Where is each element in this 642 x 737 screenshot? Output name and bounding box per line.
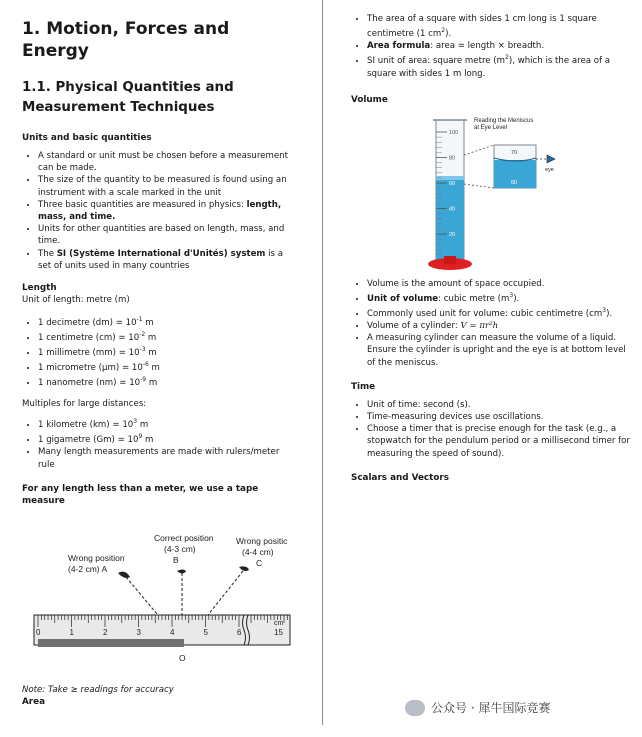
ruler-tick-label: 3: [136, 627, 141, 637]
ruler-tick-label: 6: [237, 627, 242, 637]
list-item: • A standard or unit must be chosen before a measurement can be made.: [38, 150, 298, 174]
list-item: • Three basic quantities are measured in physics: length, mass, and time.: [38, 199, 298, 223]
list-item: • Volume of a cylinder: V = πr²h: [367, 320, 631, 332]
list-item: • The SI (Système International d'Unités) system is a set of units used in many countries: [38, 248, 298, 272]
list-item: • Choose a timer that is precise enough for the task (e.g., a stopwatch for the pendulum period or a millisecond timer for measuring the speed of sound).: [367, 423, 631, 460]
measuring-cylinder: [428, 120, 472, 270]
watermark: [405, 699, 550, 716]
list-item: • Many length measurements are made with rulers/meter rule: [38, 446, 298, 470]
multiples-label: Multiples for large distances:: [22, 399, 147, 410]
cylinder-tick-label: 60: [449, 180, 456, 187]
eye-icon: [177, 569, 186, 573]
ruler-tick-label: 15: [274, 627, 283, 637]
ruler-tick-label: 4: [170, 627, 175, 637]
list-item: • The size of the quantity to be measured is found using an instrument with a scale marked in the unit: [38, 174, 298, 198]
ruler-tick-label: 2: [103, 627, 108, 637]
measured-object: [38, 639, 184, 647]
right-column: [351, 0, 631, 484]
eye-label: eye: [545, 166, 554, 173]
list-item: • SI unit of area: square metre $(m^2)$, which is the area of a square with sides 1 m long.: [367, 52, 631, 79]
cylinder-tick-label: 40: [449, 206, 456, 213]
eye-icon: [239, 566, 249, 571]
volume-heading: Volume: [351, 94, 388, 105]
cylinder-tick-label: 80: [449, 155, 456, 162]
units-heading: Units and basic quantities: [22, 133, 152, 143]
eye-icon: [118, 572, 130, 578]
left-column: [22, 0, 298, 708]
list-item: • Unit of volume: cubic metre $(m^3)$.: [367, 290, 631, 305]
scalars-heading: Scalars and Vectors: [351, 472, 449, 483]
ruler-figure: [22, 529, 298, 684]
cylinder-figure: [351, 108, 631, 276]
cylinder-label-line1: Reading the Meniscus: [474, 117, 534, 124]
wrong-right-label: Wrong positic: [236, 535, 288, 546]
list-item: • 1 millimetre $(mm) = 10^{-3}$ m: [38, 344, 298, 359]
length-conversions: [22, 314, 298, 389]
point-o: O: [179, 652, 186, 663]
correct-position-value: (4-3 cm): [164, 543, 196, 554]
list-item: • Volume is the amount of space occupied.: [367, 278, 631, 290]
list-item: • Time-measuring devices use oscillations.: [367, 411, 631, 423]
tape-heading: For any length less than a meter, we use a tape measure: [22, 483, 259, 506]
list-item: • Area formula: area = length × breadth.: [367, 40, 631, 52]
note: Note: Take ≥ readings for accuracy: [22, 684, 174, 695]
correct-position-label: Correct position: [154, 532, 214, 543]
time-list: [351, 399, 631, 460]
cylinder-tick-label: 20: [449, 231, 456, 238]
length-unit-line: Unit of length: metre (m): [22, 295, 130, 306]
list-item: • 1 gigametre $(Gm) = 10^9$ m: [38, 431, 298, 446]
wrong-left-label: Wrong position: [68, 552, 125, 563]
eye-icon: [547, 155, 555, 163]
page-title: 1. Motion, Forces and Energy: [22, 19, 230, 61]
inset-bottom-value: 60: [511, 179, 518, 186]
ruler-tick-label: 5: [203, 627, 208, 637]
point-b: B: [173, 554, 179, 565]
units-list: [22, 150, 298, 272]
wrong-left-value: (4-2 cm) A: [68, 563, 108, 574]
ruler-unit: cm: [274, 619, 284, 627]
multiples-list: [22, 416, 298, 471]
volume-list: [351, 278, 631, 369]
list-item: • Commonly used unit for volume: cubic centimetre $(cm^3)$.: [367, 305, 631, 320]
length-heading: Length: [22, 283, 57, 294]
column-divider: [322, 0, 323, 725]
section-subtitle: 1.1. Physical Quantities and Measurement Techniques: [22, 80, 234, 115]
area-list: [351, 13, 631, 80]
point-c: C: [256, 557, 263, 568]
list-item: • Unit of time: second (s).: [367, 399, 631, 411]
list-item: • The area of a square with sides 1 cm long is 1 square centimetre (1 $cm^2$).: [367, 13, 631, 40]
area-heading: Area: [22, 696, 46, 707]
list-item: • A measuring cylinder can measure the volume of a liquid. Ensure the cylinder is upright and the eye is at bottom level of the meniscus.: [367, 332, 631, 369]
ruler-tick-label: 1: [69, 627, 74, 637]
list-item: • 1 nanometre $(nm) = 10^{-9}$ m: [38, 374, 298, 389]
cylinder-label-line2: at Eye Level: [474, 124, 508, 131]
meniscus-inset: [494, 145, 536, 188]
watermark-text: 公众号 · 犀牛国际竞赛: [431, 701, 551, 715]
wechat-logo-icon: [405, 700, 425, 716]
list-item: • 1 kilometre $(km) = 10^3$ m: [38, 416, 298, 431]
wrong-right-value: (4-4 cm): [242, 546, 274, 557]
inset-top-value: 70: [511, 149, 518, 156]
list-item: • Units for other quantities are based on length, mass, and time.: [38, 223, 298, 247]
ruler-tick-label: 0: [36, 627, 41, 637]
cylinder-tick-label: 100: [449, 129, 459, 136]
list-item: • 1 micrometre $(\mu m) = 10^{-6}$ m: [38, 359, 298, 374]
time-heading: Time: [351, 381, 376, 392]
list-item: • 1 decimetre $(dm) = 10^{-1}$ m: [38, 314, 298, 329]
list-item: • 1 centimetre $(cm) = 10^{-2}$ m: [38, 329, 298, 344]
